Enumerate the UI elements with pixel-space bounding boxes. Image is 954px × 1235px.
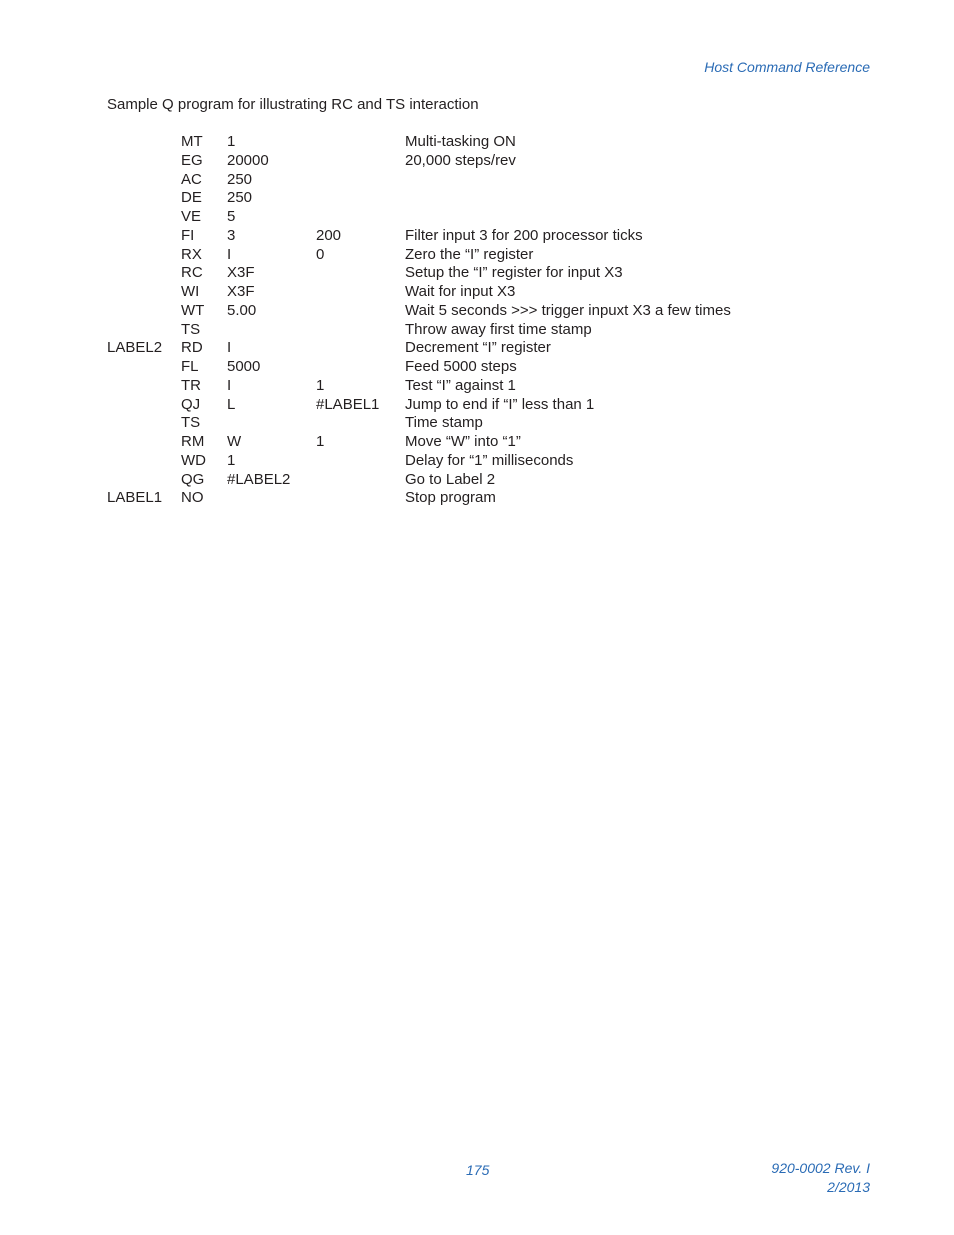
row-comment: 20,000 steps/rev	[405, 151, 516, 169]
program-row	[107, 133, 867, 152]
row-command: EG	[181, 151, 203, 169]
revision-date: 2/2013	[827, 1179, 870, 1195]
row-param-1: X3F	[227, 283, 255, 300]
row-comment: Multi-tasking ON	[405, 133, 516, 150]
program-row	[107, 227, 867, 246]
row-param-1: L	[227, 395, 236, 413]
row-command: WT	[181, 301, 205, 319]
row-command: RM	[181, 433, 205, 450]
revision-text: 920-0002 Rev. I	[771, 1160, 870, 1176]
row-comment: Move “W” into “1”	[405, 433, 521, 450]
row-command: VE	[181, 208, 202, 225]
program-row	[107, 208, 867, 227]
row-command: RC	[181, 264, 203, 282]
row-command: TS	[181, 320, 201, 338]
row-comment: Time stamp	[405, 414, 483, 432]
row-comment: Throw away first time stamp	[405, 320, 592, 338]
row-param-1: 1	[227, 451, 236, 469]
row-param-1: 250	[227, 170, 253, 188]
program-row	[107, 302, 867, 321]
program-row	[107, 358, 867, 377]
row-comment: Setup the “I” register for input X3	[405, 264, 623, 282]
program-listing	[107, 133, 867, 508]
row-param-1: I	[227, 376, 232, 394]
row-param-2: #LABEL1	[316, 395, 380, 413]
row-param-2: 0	[316, 245, 325, 263]
row-comment: Go to Label 2	[405, 470, 496, 488]
program-row	[107, 471, 867, 490]
program-row	[107, 189, 867, 208]
row-command: MT	[181, 133, 203, 150]
row-command: RD	[181, 339, 203, 357]
row-command: TR	[181, 376, 201, 394]
program-row	[107, 489, 867, 508]
row-param-1: 5.00	[227, 301, 257, 319]
program-row	[107, 377, 867, 396]
row-command: RX	[181, 245, 202, 263]
row-command: QJ	[181, 395, 201, 413]
program-row	[107, 246, 867, 265]
row-label: LABEL2	[107, 339, 163, 357]
row-comment: Stop program	[405, 489, 496, 507]
row-comment: Wait 5 seconds >>> trigger inpuxt X3 a few times	[405, 301, 731, 319]
row-comment: Delay for “1” milliseconds	[405, 451, 574, 469]
program-row	[107, 452, 867, 471]
row-command: NO	[181, 489, 204, 507]
row-param-1: 5000	[227, 358, 261, 375]
row-param-1: I	[227, 339, 232, 357]
program-row	[107, 339, 867, 358]
row-comment: Filter input 3 for 200 processor ticks	[405, 226, 643, 244]
row-param-1: W	[227, 433, 242, 450]
program-row	[107, 171, 867, 190]
row-comment: Test “I” against 1	[405, 376, 516, 394]
row-command: TS	[181, 414, 201, 432]
row-command: FL	[181, 358, 199, 375]
row-param-1: #LABEL2	[227, 470, 291, 488]
row-command: WI	[181, 283, 200, 300]
row-comment: Zero the “I” register	[405, 245, 534, 263]
program-row	[107, 152, 867, 171]
row-command: FI	[181, 226, 195, 244]
row-comment: Decrement “I” register	[405, 339, 551, 357]
program-row	[107, 321, 867, 340]
row-param-2: 1	[316, 433, 325, 450]
row-param-1: I	[227, 245, 232, 263]
row-param-1: 5	[227, 208, 236, 225]
row-param-1: 3	[227, 226, 236, 244]
row-comment: Wait for input X3	[405, 283, 516, 300]
revision-block	[771, 1159, 870, 1197]
row-param-1: 20000	[227, 151, 269, 169]
program-row	[107, 264, 867, 283]
row-command: AC	[181, 170, 202, 188]
program-row	[107, 283, 867, 302]
program-row	[107, 433, 867, 452]
row-param-2: 1	[316, 376, 325, 394]
row-label: LABEL1	[107, 489, 163, 507]
row-param-1: 250	[227, 189, 253, 207]
row-param-1: X3F	[227, 264, 255, 282]
row-comment: Feed 5000 steps	[405, 358, 517, 375]
row-param-2: 200	[316, 226, 342, 244]
program-row	[107, 414, 867, 433]
intro-text: Sample Q program for illustrating RC and TS interaction	[107, 96, 479, 113]
row-param-1: 1	[227, 133, 236, 150]
row-command: QG	[181, 470, 205, 488]
section-title: Host Command Reference	[704, 59, 870, 75]
page-number: 175	[466, 1162, 490, 1178]
row-command: WD	[181, 451, 206, 469]
program-row	[107, 396, 867, 415]
row-comment: Jump to end if “I” less than 1	[405, 395, 595, 413]
row-command: DE	[181, 189, 202, 207]
